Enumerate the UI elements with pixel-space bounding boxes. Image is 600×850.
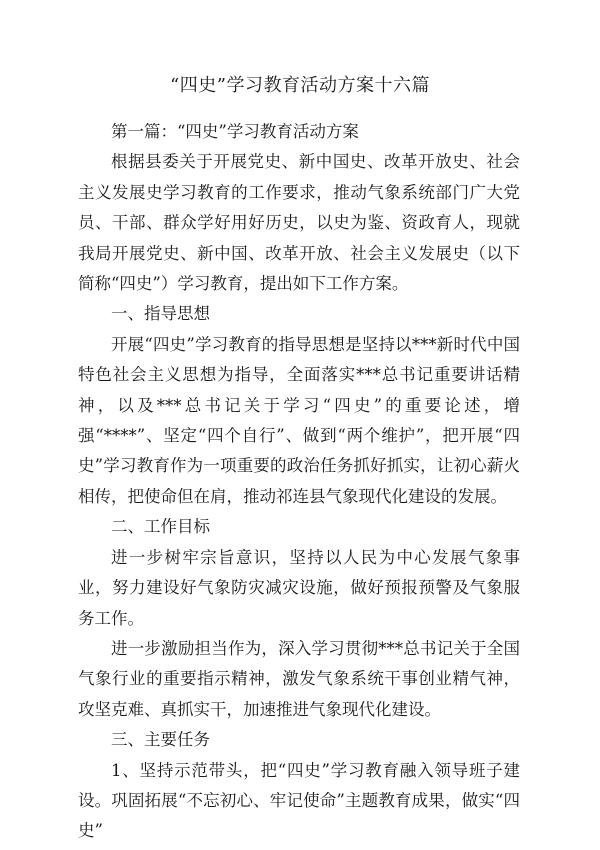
paragraph-guiding-ideology: 开展“四史”学习教育的指导思想是坚持以***新时代中国特色社会主义思想为指导，全面落实***总书记重要讲话精神，以及***总书记关于学习“四史”的重要论述，增强“****”、坚定“四个自行”、做到“两个维护”，把开展“四史”学习教育作为一项重要的政治任务抓好抓实，让初心薪火相传，把使命但在肩，推动祁连县气象现代化建设的发展。 — [78, 334, 520, 506]
paragraph-goal-one: 进一步树牢宗旨意识，坚持以人民为中心发展气象事业，努力建设好气象防灾减灾设施，做好预报预警及气象服务工作。 — [78, 547, 520, 628]
section-heading-guiding-ideology: 一、指导思想 — [111, 304, 210, 324]
document-title: “四史”学习教育活动方案十六篇 — [170, 75, 430, 96]
paragraph-intro: 根据县委关于开展党史、新中国史、改革开放史、社会主义发展史学习教育的工作要求，推动气象系统部门广大党员、干部、群众学好用好历史，以史为鉴、资政育人，现就我局开展党史、新中国、改革开放、社会主义发展史（以下简称“四史”）学习教育，提出如下工作方案。 — [78, 152, 520, 294]
paragraph-goal-two: 进一步激励担当作为，深入学习贯彻***总书记关于全国气象行业的重要指示精神，激发气象系统干事创业精气神，攻坚克难、真抓实干，加速推进气象现代化建设。 — [78, 638, 520, 719]
document-body — [78, 117, 520, 847]
section-heading-main-tasks: 三、主要任务 — [111, 730, 210, 750]
section-heading-work-goals: 二、工作目标 — [111, 517, 210, 537]
section-heading-chapter-one: 第一篇：“四史”学习教育活动方案 — [111, 122, 359, 141]
paragraph-task-one: 1、坚持示范带头，把“四史”学习教育融入领导班子建设。巩固拓展“不忘初心、牢记使命”主题教育成果，做实“四史” — [78, 760, 520, 841]
